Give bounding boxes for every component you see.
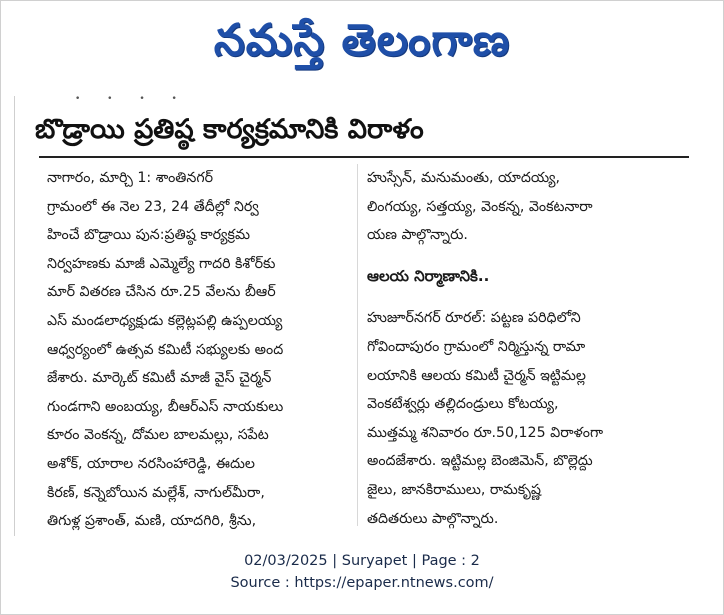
article-line: గ్రామంలో ఈ నెల 23, 24 తేదీల్లో నిర్వ	[47, 198, 259, 215]
article-right-column	[367, 164, 697, 533]
column-divider	[357, 164, 358, 526]
article-line: అందజేశారు. ఇట్టిమల్ల బెంజిమెన్, బొల్లెద్దు	[367, 453, 593, 470]
article-line: తదితరులు పాల్గొన్నారు.	[367, 510, 499, 527]
article-line: హుజూర్‌నగర్ రూరల్: పట్టణ పరిధిలోని	[367, 310, 581, 327]
article-line: నాగారం, మార్చి 1: శాంతినగర్	[47, 170, 214, 186]
article-line: తిగుళ్ల ప్రశాంత్, మణి, యాదగిరి, శ్రీను,	[47, 513, 257, 530]
newspaper-logo: నమస్తే తెలంగాణ	[213, 15, 511, 66]
article-line: జైలు, జానకిరాములు, రామకృష్ణ	[367, 481, 541, 498]
article-line: మార్ వితరణ చేసిన రూ.25 వేలను బీఆర్	[47, 284, 276, 301]
article-line: వెంకటేశ్వర్లు తల్లిదండ్రులు కోటయ్య,	[367, 396, 559, 413]
article-line: నిర్వహణకు మాజీ ఎమ్మెల్యే గాదరి కిశోర్‌కు	[47, 255, 276, 272]
article-line: ఎస్ మండలాధ్యక్షుడు కల్లెట్లపల్లి ఉప్పలయ్య	[47, 312, 283, 329]
article-line: హుస్సేన్, మనుమంతు, యాదయ్య,	[367, 170, 560, 186]
article-line: ఆధ్వర్యంలో ఉత్సవ కమిటీ సభ్యులకు అంద	[47, 341, 284, 358]
article-line: హించే బొడ్రాయి పున:ప్రతిష్ఠ కార్యక్రమ	[47, 227, 250, 244]
article-headline: బొడ్రాయి ప్రతిష్ఠ కార్యక్రమానికి విరాళం	[35, 114, 424, 145]
article-line: లయానికి ఆలయ కమిటీ చైర్మన్ ఇట్టిమల్ల	[367, 367, 586, 384]
newspaper-masthead	[0, 0, 724, 80]
article-line: కూరం వెంకన్న, దోమల బాలమల్లు, సపేట	[47, 427, 269, 444]
article-subheading: ఆలయ నిర్మాణానికి..	[367, 266, 490, 285]
publication-info: 02/03/2025 | Suryapet | Page : 2	[244, 553, 480, 569]
article-line: అశోక్, యారాల నరసింహారెడ్డి, ఈదుల	[47, 455, 255, 472]
clipping-edge-dots: • • • •	[75, 94, 189, 104]
article-line: లింగయ్య, సత్తయ్య, వెంకన్న, వెంకటనారా	[367, 198, 593, 215]
article-left-column	[47, 164, 365, 536]
article-line: గోవిందాపురం గ్రామంలో నిర్మిస్తున్న రామా	[367, 338, 586, 355]
article-line: జేశారు. మార్కెట్ కమిటీ మాజీ వైస్ చైర్మన్	[47, 370, 272, 387]
article-line: యణ పాల్గొన్నారు.	[367, 227, 468, 244]
article-line: గుండగాని అంబయ్య, బీఆర్ఎస్ నాయకులు	[47, 398, 284, 415]
article-line: కిరణ్, కన్నెబోయిన మల్లేశ్, నాగుల్‌మీరా,	[47, 484, 265, 501]
news-clipping	[14, 96, 705, 536]
source-link[interactable]: Source : https://epaper.ntnews.com/	[230, 575, 494, 591]
headline-rule	[39, 156, 689, 158]
article-line: ముత్తమ్మ శనివారం రూ.50,125 విరాళంగా	[367, 424, 604, 441]
